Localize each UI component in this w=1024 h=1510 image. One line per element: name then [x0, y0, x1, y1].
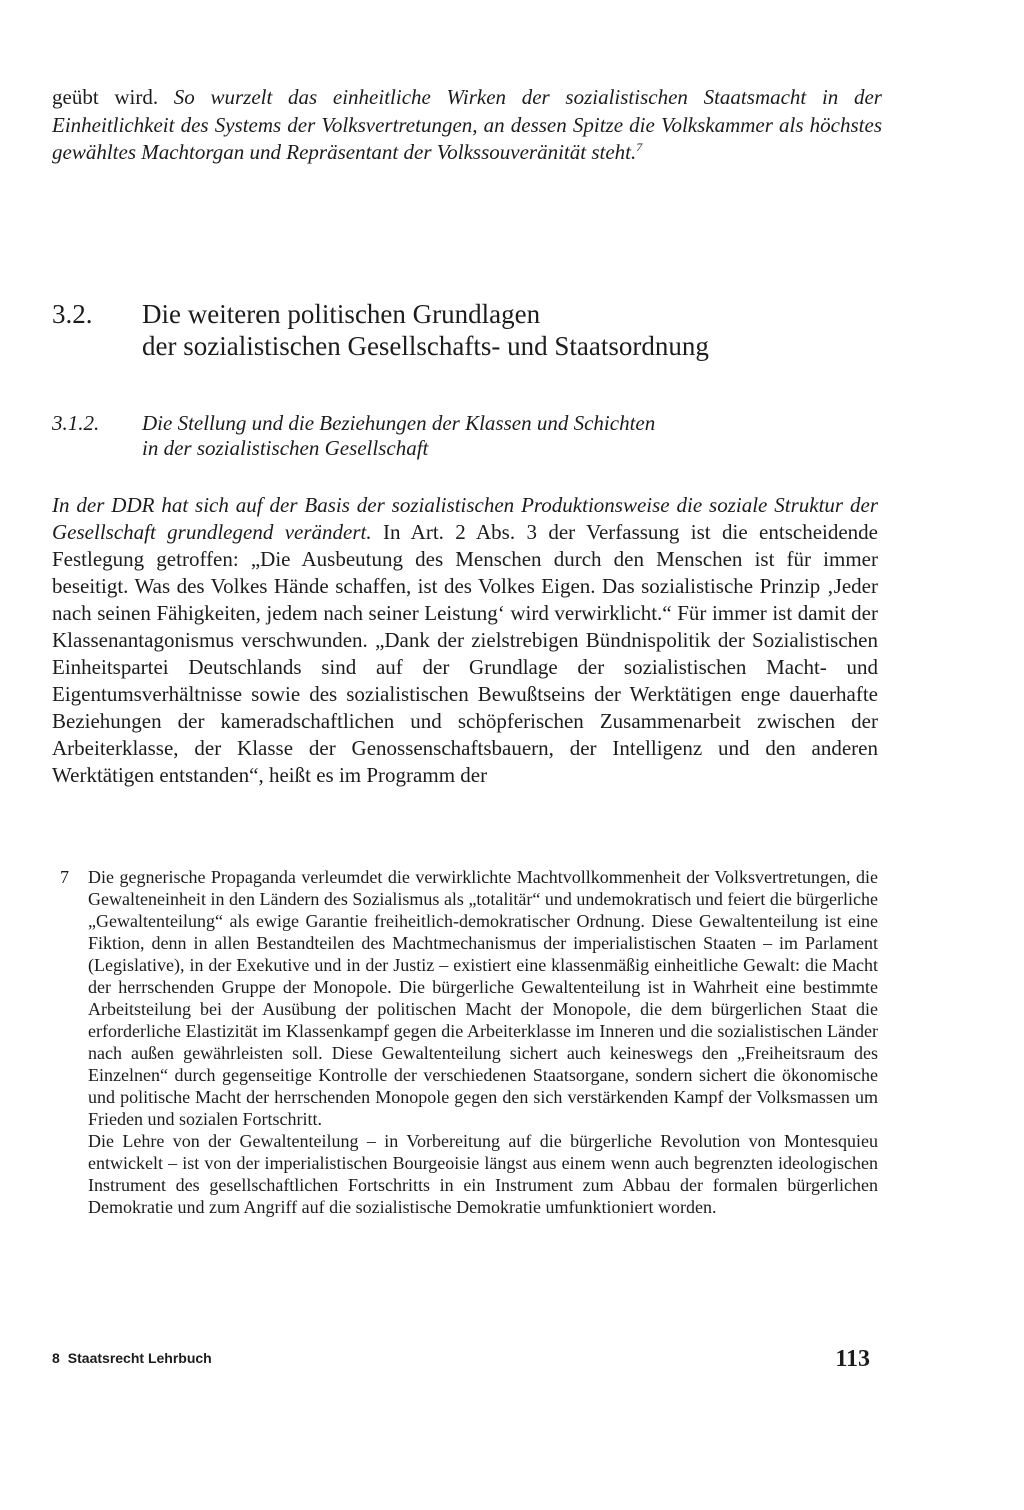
page-footer [52, 1346, 870, 1376]
intro-lead: geübt wird. [52, 85, 159, 109]
section-title-line2: der sozialistischen Gesellschafts- und Staatsordnung [142, 331, 709, 361]
footnote-number: 7 [60, 867, 69, 887]
section-title-line1: Die weiteren politischen Grundlagen [142, 299, 541, 329]
footnote-body [88, 866, 878, 1218]
printer-signature [52, 1350, 212, 1366]
footnote-paragraph-2: Die Lehre von der Gewaltenteilung – in Vorbereitung auf die bürgerliche Revolution von Montesquieu entwickelt – ist von der imperialistischen Bourgeoisie längst aus einem wenn auch begrenzten ideologischen Instrument des gesellschaftlichen Fortschritts in ein Instrument zum Abbau der formalen bürgerlichen Demokratie und zum Angriff auf die sozialistische Demokratie umfunktioniert worden. [88, 1131, 878, 1217]
footnote-reference: 7 [636, 140, 643, 154]
intro-paragraph [52, 84, 882, 167]
intro-text: So wurzelt das einheitliche Wirken der sozialistischen Staatsmacht in der Einheitlichkeit des Systems der Volksvertretungen, an dessen Spitze die Volkskammer als höchstes gewähltes Machtorgan und Repräsentant der Volkssouveränität steht. [52, 85, 882, 164]
signature-text: Staatsrecht Lehrbuch [67, 1350, 212, 1366]
body-paragraph [52, 492, 878, 789]
page-number: 113 [835, 1346, 870, 1372]
subsection-title-line1: Die Stellung und die Beziehungen der Klassen und Schichten [142, 411, 656, 435]
subsection-title-line2: in der sozialistischen Gesellschaft [142, 436, 429, 460]
footnote [52, 866, 878, 1218]
section-number: 3.2. [52, 299, 93, 329]
subsection-title [142, 411, 862, 461]
body-text: In Art. 2 Abs. 3 der Verfassung ist die entscheidende Festlegung getroffen: „Die Ausbeutung des Menschen durch den Menschen ist für immer beseitigt. Was des Volkes Hände schaffen, ist des Volkes Eigen. Das sozialistische Prinzip ‚Jeder nach seinen Fähigkeiten, jedem nach seiner Leistung‘ wird verwirklicht.“ Für immer ist damit der Klassenantagonismus verschwunden. „Dank der zielstrebigen Bündnispolitik der Sozialistischen Einheitspartei Deutschlands sind auf der Grundlage der sozialistischen Macht- und Eigentumsverhältnisse sowie des sozialistischen Bewußtseins der Werktätigen enge dauerhafte Beziehungen der kameradschaftlichen und schöpferischen Zusammenarbeit zwischen der Arbeiterklasse, der Klasse der Genossenschaftsbauern, der Intelligenz und den anderen Werktätigen entstanden“, heißt es im Programm der [52, 520, 878, 787]
subsection-number: 3.1.2. [52, 411, 100, 435]
signature-number: 8 [52, 1350, 60, 1366]
footnote-paragraph-1: Die gegnerische Propaganda verleumdet die verwirklichte Machtvollkommenheit der Volksvertretungen, die Gewalteneinheit in den Ländern des Sozialismus als „totalitär“ und undemokratisch und feiert die bürgerliche „Gewaltenteilung“ als ewige Garantie freiheitlich-demokratischer Ordnung. Diese Gewaltenteilung ist eine Fiktion, denn in allen Bestandteilen des Machtmechanismus der imperialistischen Staaten – im Parlament (Legislative), in der Exekutive und in der Justiz – existiert eine klassenmäßig einheitliche Gewalt: die Macht der herrschenden Gruppe der Monopole. Die bürgerliche Gewaltenteilung ist in Wahrheit eine bestimmte Arbeitsteilung bei der Ausübung der politischen Macht der Monopole, die dem bürgerlichen Staat die erforderliche Elastizität im Klassenkampf gegen die Arbeiterklasse im Inneren und die sozialistischen Länder nach außen gewährleisten soll. Diese Gewaltenteilung sichert auch keineswegs den „Freiheitsraum des Einzelnen“ durch gegenseitige Kontrolle der verschiedenen Staatsorgane, sondern sichert die ökonomische und politische Macht der herrschenden Monopole gegen den sich verstärkenden Kampf der Volksmassen um Frieden und sozialen Fortschritt. [88, 867, 878, 1129]
section-title [142, 298, 862, 362]
body-lead: In der DDR hat sich auf der Basis der sozialistischen Produktionsweise die soziale Struktur der Gesellschaft grundlegend verändert. [52, 493, 878, 544]
